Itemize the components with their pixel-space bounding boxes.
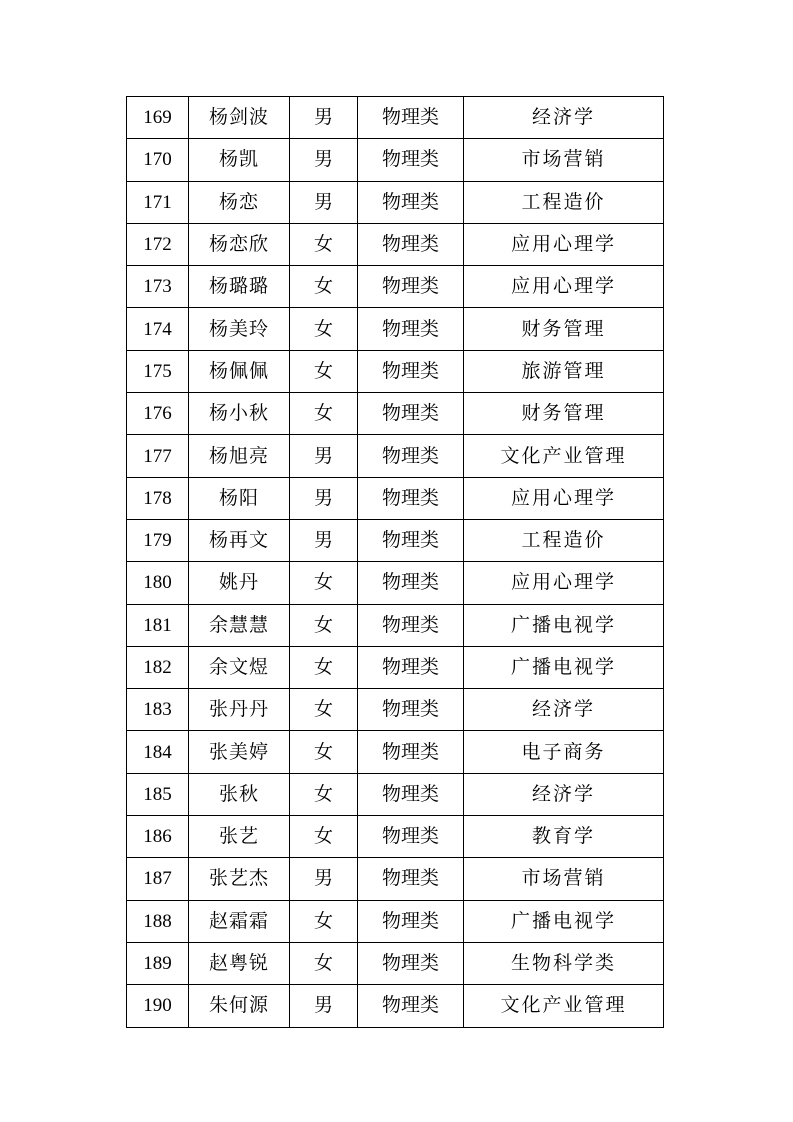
subject-category: 物理类 [358, 773, 464, 815]
admitted-major: 广播电视学 [464, 646, 664, 688]
row-number: 181 [127, 604, 189, 646]
admitted-major: 应用心理学 [464, 477, 664, 519]
admitted-major: 财务管理 [464, 393, 664, 435]
row-number: 183 [127, 689, 189, 731]
admitted-major: 工程造价 [464, 181, 664, 223]
student-gender: 男 [290, 858, 358, 900]
admitted-major: 经济学 [464, 773, 664, 815]
student-gender: 女 [290, 646, 358, 688]
admitted-major: 市场营销 [464, 858, 664, 900]
table-row [127, 689, 664, 731]
subject-category: 物理类 [358, 97, 464, 139]
admitted-major: 工程造价 [464, 519, 664, 561]
table-row [127, 562, 664, 604]
student-name: 张艺 [189, 816, 290, 858]
row-number: 185 [127, 773, 189, 815]
subject-category: 物理类 [358, 350, 464, 392]
student-name: 张丹丹 [189, 689, 290, 731]
student-gender: 女 [290, 773, 358, 815]
subject-category: 物理类 [358, 816, 464, 858]
admitted-major: 文化产业管理 [464, 985, 664, 1027]
table-row [127, 604, 664, 646]
row-number: 177 [127, 435, 189, 477]
student-gender: 男 [290, 181, 358, 223]
student-gender: 女 [290, 942, 358, 984]
student-name: 杨小秋 [189, 393, 290, 435]
table-row [127, 942, 664, 984]
admitted-major: 经济学 [464, 97, 664, 139]
subject-category: 物理类 [358, 689, 464, 731]
table-row [127, 308, 664, 350]
table-row [127, 139, 664, 181]
row-number: 171 [127, 181, 189, 223]
row-number: 180 [127, 562, 189, 604]
row-number: 179 [127, 519, 189, 561]
row-number: 176 [127, 393, 189, 435]
subject-category: 物理类 [358, 858, 464, 900]
student-gender: 男 [290, 139, 358, 181]
student-gender: 女 [290, 731, 358, 773]
student-name: 张艺杰 [189, 858, 290, 900]
row-number: 173 [127, 266, 189, 308]
subject-category: 物理类 [358, 223, 464, 265]
admitted-major: 广播电视学 [464, 900, 664, 942]
subject-category: 物理类 [358, 308, 464, 350]
roster-body [127, 97, 664, 1028]
subject-category: 物理类 [358, 731, 464, 773]
student-gender: 女 [290, 350, 358, 392]
student-gender: 男 [290, 97, 358, 139]
student-name: 杨美玲 [189, 308, 290, 350]
student-name: 杨佩佩 [189, 350, 290, 392]
table-row [127, 519, 664, 561]
subject-category: 物理类 [358, 393, 464, 435]
student-name: 杨阳 [189, 477, 290, 519]
row-number: 190 [127, 985, 189, 1027]
student-name: 赵粤锐 [189, 942, 290, 984]
student-gender: 男 [290, 519, 358, 561]
student-name: 杨凯 [189, 139, 290, 181]
row-number: 174 [127, 308, 189, 350]
subject-category: 物理类 [358, 477, 464, 519]
student-name: 赵霜霜 [189, 900, 290, 942]
student-gender: 女 [290, 562, 358, 604]
student-name: 杨恋欣 [189, 223, 290, 265]
table-row [127, 393, 664, 435]
table-row [127, 900, 664, 942]
student-roster-table [126, 96, 664, 1028]
subject-category: 物理类 [358, 942, 464, 984]
table-row [127, 731, 664, 773]
student-gender: 女 [290, 393, 358, 435]
subject-category: 物理类 [358, 266, 464, 308]
row-number: 188 [127, 900, 189, 942]
row-number: 175 [127, 350, 189, 392]
admitted-major: 经济学 [464, 689, 664, 731]
student-gender: 女 [290, 604, 358, 646]
student-gender: 女 [290, 900, 358, 942]
student-name: 余文煜 [189, 646, 290, 688]
admitted-major: 旅游管理 [464, 350, 664, 392]
admitted-major: 文化产业管理 [464, 435, 664, 477]
table-row [127, 773, 664, 815]
row-number: 169 [127, 97, 189, 139]
row-number: 186 [127, 816, 189, 858]
admitted-major: 生物科学类 [464, 942, 664, 984]
admitted-major: 广播电视学 [464, 604, 664, 646]
row-number: 170 [127, 139, 189, 181]
student-name: 姚丹 [189, 562, 290, 604]
student-name: 张秋 [189, 773, 290, 815]
subject-category: 物理类 [358, 435, 464, 477]
table-row [127, 350, 664, 392]
row-number: 182 [127, 646, 189, 688]
subject-category: 物理类 [358, 646, 464, 688]
table-row [127, 435, 664, 477]
admitted-major: 应用心理学 [464, 562, 664, 604]
student-gender: 女 [290, 689, 358, 731]
student-name: 朱何源 [189, 985, 290, 1027]
table-row [127, 816, 664, 858]
student-gender: 女 [290, 816, 358, 858]
student-gender: 女 [290, 223, 358, 265]
table-row [127, 477, 664, 519]
student-name: 杨璐璐 [189, 266, 290, 308]
row-number: 189 [127, 942, 189, 984]
student-gender: 男 [290, 435, 358, 477]
student-name: 张美婷 [189, 731, 290, 773]
subject-category: 物理类 [358, 604, 464, 646]
subject-category: 物理类 [358, 139, 464, 181]
student-name: 杨恋 [189, 181, 290, 223]
admitted-major: 市场营销 [464, 139, 664, 181]
student-gender: 女 [290, 266, 358, 308]
row-number: 172 [127, 223, 189, 265]
student-gender: 男 [290, 477, 358, 519]
table-row [127, 181, 664, 223]
table-row [127, 646, 664, 688]
row-number: 187 [127, 858, 189, 900]
subject-category: 物理类 [358, 562, 464, 604]
subject-category: 物理类 [358, 985, 464, 1027]
admitted-major: 电子商务 [464, 731, 664, 773]
table-row [127, 266, 664, 308]
student-gender: 男 [290, 985, 358, 1027]
student-name: 杨剑波 [189, 97, 290, 139]
admitted-major: 应用心理学 [464, 266, 664, 308]
row-number: 184 [127, 731, 189, 773]
subject-category: 物理类 [358, 181, 464, 223]
subject-category: 物理类 [358, 900, 464, 942]
table-row [127, 985, 664, 1027]
student-name: 余慧慧 [189, 604, 290, 646]
student-gender: 女 [290, 308, 358, 350]
admitted-major: 应用心理学 [464, 223, 664, 265]
admitted-major: 教育学 [464, 816, 664, 858]
admitted-major: 财务管理 [464, 308, 664, 350]
student-name: 杨再文 [189, 519, 290, 561]
subject-category: 物理类 [358, 519, 464, 561]
table-row [127, 97, 664, 139]
table-row [127, 223, 664, 265]
table-row [127, 858, 664, 900]
row-number: 178 [127, 477, 189, 519]
student-name: 杨旭亮 [189, 435, 290, 477]
